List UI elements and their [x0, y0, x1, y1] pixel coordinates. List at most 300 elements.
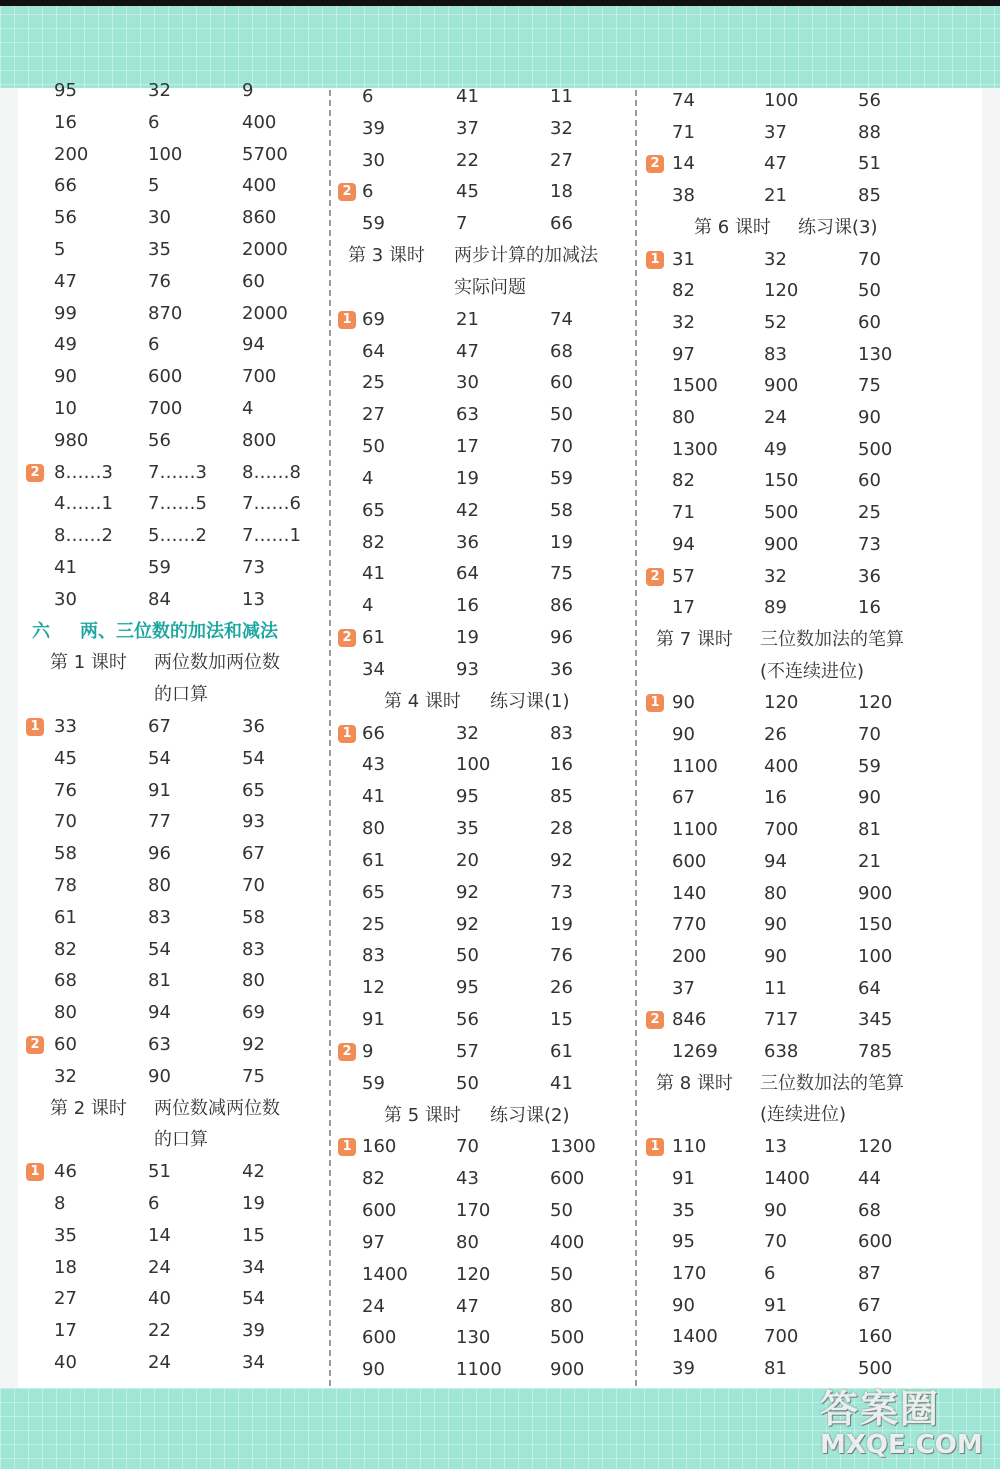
answer-value: 1269	[672, 1041, 718, 1062]
answer-value: 140	[672, 882, 707, 904]
answer-value: 47	[456, 340, 479, 362]
answer-value: 49	[764, 438, 787, 460]
answer-value: 13	[242, 588, 265, 610]
answer-row	[26, 76, 326, 106]
lesson-number: 第 4 课时	[384, 690, 461, 712]
answer-row	[338, 1164, 638, 1194]
answer-value: 400	[242, 175, 277, 197]
answer-value: 24	[148, 1256, 171, 1278]
answer-value: 51	[858, 153, 881, 175]
answer-value: 92	[456, 881, 479, 903]
answer-value: 32	[550, 117, 573, 139]
answer-value: 34	[242, 1256, 265, 1278]
answer-row	[338, 719, 638, 749]
answer-value: 600	[858, 1231, 893, 1253]
answer-value: 82	[362, 531, 385, 553]
answer-value: 7……1	[242, 525, 301, 547]
answer-value: 68	[54, 970, 77, 992]
answer-value: 33	[54, 716, 77, 737]
answer-value: 18	[54, 1256, 77, 1278]
answer-value: 980	[54, 429, 89, 451]
answer-row	[646, 149, 946, 179]
answer-row	[338, 114, 638, 144]
answer-value: 21	[858, 850, 881, 872]
answer-value: 100	[148, 143, 183, 165]
lesson-title: 练习课(1)	[490, 690, 570, 712]
answer-value: 60	[550, 372, 573, 394]
answer-row	[338, 1196, 638, 1226]
answer-value: 600	[362, 1327, 397, 1349]
answer-value: 82	[672, 280, 695, 302]
answer-row	[338, 1355, 638, 1385]
answer-row	[646, 752, 946, 782]
answer-row	[646, 276, 946, 306]
answer-value: 39	[672, 1358, 695, 1379]
answer-value: 11	[550, 86, 573, 107]
answer-row	[338, 750, 638, 780]
answer-value: 50	[550, 1263, 573, 1285]
answer-value: 400	[550, 1231, 585, 1253]
answer-value: 34	[242, 1352, 265, 1373]
answer-value: 120	[456, 1263, 491, 1285]
answer-row	[26, 1030, 326, 1060]
answer-value: 93	[456, 658, 479, 680]
lesson-title-line2: (不连续进位)	[760, 660, 865, 682]
lesson-heading	[646, 625, 946, 655]
answer-row	[26, 807, 326, 837]
answer-value: 97	[362, 1231, 385, 1253]
answer-value: 150	[764, 470, 799, 492]
answer-row	[646, 435, 946, 465]
answer-value: 25	[362, 913, 385, 935]
answer-value: 34	[362, 658, 385, 680]
answer-value: 75	[858, 375, 881, 397]
answer-row	[338, 782, 638, 812]
answer-value: 24	[764, 407, 787, 428]
answer-row	[338, 337, 638, 367]
answer-value: 28	[550, 818, 573, 840]
lesson-title-continued	[338, 273, 638, 303]
answer-value: 4	[242, 398, 254, 419]
answer-value: 8……2	[54, 525, 113, 547]
answer-value: 37	[764, 121, 787, 143]
answer-value: 120	[858, 692, 893, 714]
answer-row	[26, 299, 326, 329]
answer-value: 6	[764, 1262, 776, 1284]
answer-value: 16	[764, 787, 787, 809]
answer-value: 69	[362, 308, 385, 330]
answer-value: 86	[550, 595, 573, 617]
question-number-badge: 2	[646, 1011, 664, 1029]
lesson-heading	[338, 687, 638, 717]
answer-row	[338, 1037, 638, 1067]
question-number-badge: 1	[26, 718, 44, 736]
answer-row	[338, 209, 638, 239]
answer-value: 90	[764, 914, 787, 936]
answer-row	[646, 530, 946, 560]
answer-value: 67	[242, 843, 265, 865]
answer-value: 4	[362, 467, 374, 489]
answer-value: 91	[764, 1294, 787, 1316]
answer-value: 10	[54, 398, 77, 419]
answer-row	[646, 1005, 946, 1035]
answer-row	[338, 1069, 638, 1099]
answer-value: 21	[456, 308, 479, 330]
answer-row	[26, 553, 326, 583]
answer-value: 600	[148, 366, 183, 388]
answer-value: 68	[550, 340, 573, 362]
answer-value: 64	[858, 977, 881, 999]
answer-value: 91	[148, 779, 171, 801]
answer-value: 36	[550, 658, 573, 680]
lesson-title-line2: (连续进位)	[760, 1104, 847, 1126]
answer-value: 12	[362, 977, 385, 999]
answer-value: 160	[362, 1136, 397, 1158]
answer-value: 8	[54, 1193, 66, 1214]
answer-value: 73	[242, 557, 265, 578]
answer-row	[26, 171, 326, 201]
answer-value: 82	[54, 938, 77, 960]
answer-row	[646, 879, 946, 909]
answer-value: 85	[858, 185, 881, 207]
answer-value: 1400	[764, 1167, 810, 1189]
watermark-logo-text: 答案圈	[820, 1387, 941, 1431]
answer-value: 71	[672, 121, 695, 143]
answer-value: 42	[456, 499, 479, 521]
answer-value: 17	[672, 597, 695, 619]
answer-value: 4……1	[54, 493, 113, 515]
answer-value: 25	[858, 502, 881, 524]
answer-value: 95	[456, 977, 479, 999]
answer-row	[646, 1164, 946, 1194]
answer-value: 1500	[672, 375, 718, 397]
answer-value: 96	[550, 627, 573, 649]
answer-value: 7……3	[148, 461, 207, 483]
answer-value: 35	[672, 1199, 695, 1221]
answer-value: 26	[764, 724, 787, 745]
answer-value: 1100	[456, 1359, 502, 1381]
answer-value: 41	[362, 786, 385, 808]
lesson-heading	[338, 241, 638, 271]
answer-value: 700	[764, 1326, 799, 1348]
answer-value: 58	[54, 843, 77, 865]
answer-value: 58	[550, 499, 573, 521]
answer-value: 90	[672, 1294, 695, 1316]
answer-value: 400	[764, 755, 799, 777]
answer-value: 54	[242, 747, 265, 769]
answer-value: 67	[858, 1294, 881, 1316]
top-edge-line	[0, 0, 1000, 6]
watermark	[790, 1372, 990, 1467]
answer-value: 900	[764, 375, 799, 397]
answer-value: 32	[148, 80, 171, 101]
answer-value: 100	[764, 90, 799, 111]
answer-value: 39	[362, 117, 385, 139]
answer-value: 46	[54, 1161, 77, 1183]
answer-value: 76	[148, 270, 171, 292]
answer-row	[338, 814, 638, 844]
answer-value: 8……8	[242, 461, 301, 483]
answer-value: 32	[764, 565, 787, 587]
answer-value: 58	[242, 906, 265, 928]
answer-value: 73	[550, 881, 573, 903]
answer-value: 59	[362, 213, 385, 235]
answer-value: 17	[456, 436, 479, 458]
answer-value: 5700	[242, 143, 288, 165]
answer-value: 60	[858, 470, 881, 492]
answer-value: 16	[456, 595, 479, 617]
answer-value: 64	[362, 340, 385, 362]
answer-row	[26, 140, 326, 170]
answer-value: 45	[54, 747, 77, 769]
answer-value: 80	[764, 882, 787, 904]
answer-row	[26, 871, 326, 901]
answer-value: 94	[764, 850, 787, 872]
top-decorative-band	[0, 0, 1000, 88]
answer-value: 19	[456, 627, 479, 649]
answer-value: 638	[764, 1041, 799, 1062]
answer-value: 100	[858, 945, 893, 967]
answer-value: 71	[672, 502, 695, 524]
question-number-badge: 2	[26, 1036, 44, 1054]
answer-value: 846	[672, 1009, 707, 1031]
answer-row	[646, 1259, 946, 1289]
answer-value: 1300	[550, 1136, 596, 1158]
answer-value: 93	[242, 811, 265, 833]
answer-row	[26, 585, 326, 615]
answer-value: 500	[858, 1358, 893, 1379]
answer-row	[26, 1189, 326, 1219]
answer-value: 82	[672, 470, 695, 492]
answer-row	[26, 903, 326, 933]
answer-value: 90	[672, 692, 695, 714]
answer-value: 32	[456, 722, 479, 744]
question-number-badge: 1	[646, 251, 664, 269]
answer-value: 900	[858, 882, 893, 904]
lesson-title-line2: 的口算	[154, 684, 208, 706]
lesson-title: 两位数减两位数	[154, 1097, 280, 1119]
answer-row	[338, 528, 638, 558]
answer-value: 500	[550, 1327, 585, 1349]
answer-value: 21	[764, 185, 787, 207]
answer-row	[646, 1037, 946, 1067]
answer-row	[26, 235, 326, 265]
answer-value: 600	[362, 1200, 397, 1222]
answer-row	[646, 562, 946, 592]
answer-value: 16	[858, 597, 881, 619]
answer-value: 63	[456, 404, 479, 426]
answer-value: 94	[672, 533, 695, 555]
answer-value: 30	[456, 372, 479, 394]
answer-value: 120	[764, 692, 799, 714]
answer-value: 70	[858, 724, 881, 745]
answer-value: 200	[672, 945, 707, 967]
answer-value: 57	[672, 565, 695, 587]
answer-value: 20	[456, 849, 479, 871]
answer-value: 16	[550, 754, 573, 776]
answer-value: 84	[148, 588, 171, 610]
answer-value: 90	[858, 407, 881, 428]
answer-value: 1300	[672, 438, 718, 460]
answer-row	[26, 839, 326, 869]
answer-value: 59	[858, 755, 881, 777]
answer-row	[338, 1005, 638, 1035]
question-number-badge: 1	[646, 694, 664, 712]
answer-value: 51	[148, 1161, 171, 1183]
answer-value: 83	[764, 343, 787, 365]
answer-value: 56	[54, 207, 77, 229]
answer-value: 70	[242, 875, 265, 896]
answer-value: 65	[242, 779, 265, 801]
answer-value: 19	[242, 1193, 265, 1214]
answer-value: 7……6	[242, 493, 301, 515]
question-number-badge: 1	[338, 311, 356, 329]
answer-value: 94	[242, 334, 265, 356]
lesson-heading	[646, 213, 946, 243]
answer-row	[646, 118, 946, 148]
answer-value: 65	[362, 499, 385, 521]
answer-value: 59	[550, 467, 573, 489]
lesson-number: 第 6 课时	[694, 216, 771, 238]
answer-value: 17	[54, 1320, 77, 1342]
answer-value: 6	[362, 181, 374, 203]
lesson-number: 第 5 课时	[384, 1104, 461, 1126]
answer-row	[26, 998, 326, 1028]
lesson-heading	[26, 648, 326, 678]
answer-value: 90	[764, 1199, 787, 1221]
answer-value: 80	[456, 1231, 479, 1253]
answer-value: 35	[148, 239, 171, 260]
answer-value: 41	[456, 86, 479, 107]
answer-value: 92	[550, 849, 573, 871]
answer-value: 50	[456, 1072, 479, 1094]
answer-value: 32	[764, 248, 787, 270]
answer-value: 95	[456, 786, 479, 808]
answer-value: 76	[550, 945, 573, 967]
answer-row	[646, 688, 946, 718]
answer-value: 59	[148, 557, 171, 578]
answer-value: 36	[858, 565, 881, 587]
answer-value: 67	[148, 716, 171, 737]
answer-row	[26, 744, 326, 774]
answer-value: 345	[858, 1009, 893, 1031]
answer-row	[26, 1348, 326, 1378]
answer-value: 90	[148, 1065, 171, 1087]
answer-value: 77	[148, 811, 171, 833]
answer-value: 36	[456, 531, 479, 553]
answer-value: 43	[362, 754, 385, 776]
lesson-number: 第 3 课时	[348, 245, 425, 267]
answer-value: 47	[456, 1295, 479, 1317]
answer-value: 47	[54, 270, 77, 292]
answer-value: 85	[550, 786, 573, 808]
answer-value: 59	[362, 1072, 385, 1094]
question-number-badge: 2	[26, 464, 44, 482]
lesson-number: 第 1 课时	[50, 652, 127, 674]
answer-value: 99	[54, 302, 77, 324]
answer-value: 19	[550, 913, 573, 935]
answer-value: 83	[550, 722, 573, 744]
answer-value: 87	[858, 1262, 881, 1284]
answer-row	[26, 330, 326, 360]
answer-value: 770	[672, 914, 707, 936]
answer-value: 2000	[242, 302, 288, 324]
answer-value: 81	[764, 1358, 787, 1379]
answer-row	[338, 305, 638, 335]
answer-value: 50	[550, 1200, 573, 1222]
answer-row	[338, 1228, 638, 1258]
answer-value: 170	[456, 1200, 491, 1222]
answer-row	[338, 655, 638, 685]
answer-value: 75	[550, 563, 573, 585]
answer-value: 91	[672, 1167, 695, 1189]
answer-value: 6	[362, 86, 374, 107]
answer-value: 50	[550, 404, 573, 426]
answer-value: 900	[550, 1359, 585, 1381]
answer-value: 90	[672, 724, 695, 745]
answer-value: 30	[362, 149, 385, 171]
answer-value: 68	[858, 1199, 881, 1221]
answer-row	[338, 559, 638, 589]
lesson-title-line2: 实际问题	[454, 276, 526, 298]
answer-row	[338, 400, 638, 430]
answer-value: 83	[148, 906, 171, 928]
answer-row	[26, 966, 326, 996]
answer-row	[338, 146, 638, 176]
answer-value: 54	[148, 938, 171, 960]
answer-value: 45	[456, 181, 479, 203]
answer-value: 15	[550, 1009, 573, 1031]
answer-value: 16	[54, 111, 77, 133]
answer-value: 11	[764, 977, 787, 999]
answer-value: 1400	[362, 1263, 408, 1285]
answer-value: 800	[242, 429, 277, 451]
answer-value: 65	[362, 881, 385, 903]
answer-value: 57	[456, 1040, 479, 1062]
answer-value: 92	[242, 1034, 265, 1055]
answer-row	[338, 177, 638, 207]
answer-row	[26, 1284, 326, 1314]
answer-row	[646, 181, 946, 211]
answer-value: 97	[672, 343, 695, 365]
answer-row	[646, 86, 946, 116]
answer-value: 860	[242, 207, 277, 229]
answer-value: 52	[764, 311, 787, 333]
lesson-title: 三位数加法的笔算	[760, 1072, 904, 1094]
answer-row	[26, 1253, 326, 1283]
answer-value: 74	[672, 90, 695, 111]
answer-value: 76	[54, 779, 77, 801]
answer-value: 130	[456, 1327, 491, 1349]
answer-value: 18	[550, 181, 573, 203]
answer-row	[646, 1291, 946, 1321]
lesson-title-continued	[26, 1125, 326, 1155]
unit-heading	[26, 617, 326, 647]
answer-value: 92	[456, 913, 479, 935]
question-number-badge: 2	[646, 568, 664, 586]
answer-value: 54	[148, 747, 171, 769]
answer-row	[26, 394, 326, 424]
answer-value: 41	[54, 557, 77, 578]
lesson-title: 三位数加法的笔算	[760, 628, 904, 650]
answer-value: 66	[362, 722, 385, 744]
answer-value: 120	[858, 1136, 893, 1158]
answer-row	[646, 498, 946, 528]
answer-value: 42	[242, 1161, 265, 1183]
lesson-title: 两步计算的加减法	[454, 245, 598, 267]
answer-row	[26, 1221, 326, 1251]
answer-value: 49	[54, 334, 77, 356]
